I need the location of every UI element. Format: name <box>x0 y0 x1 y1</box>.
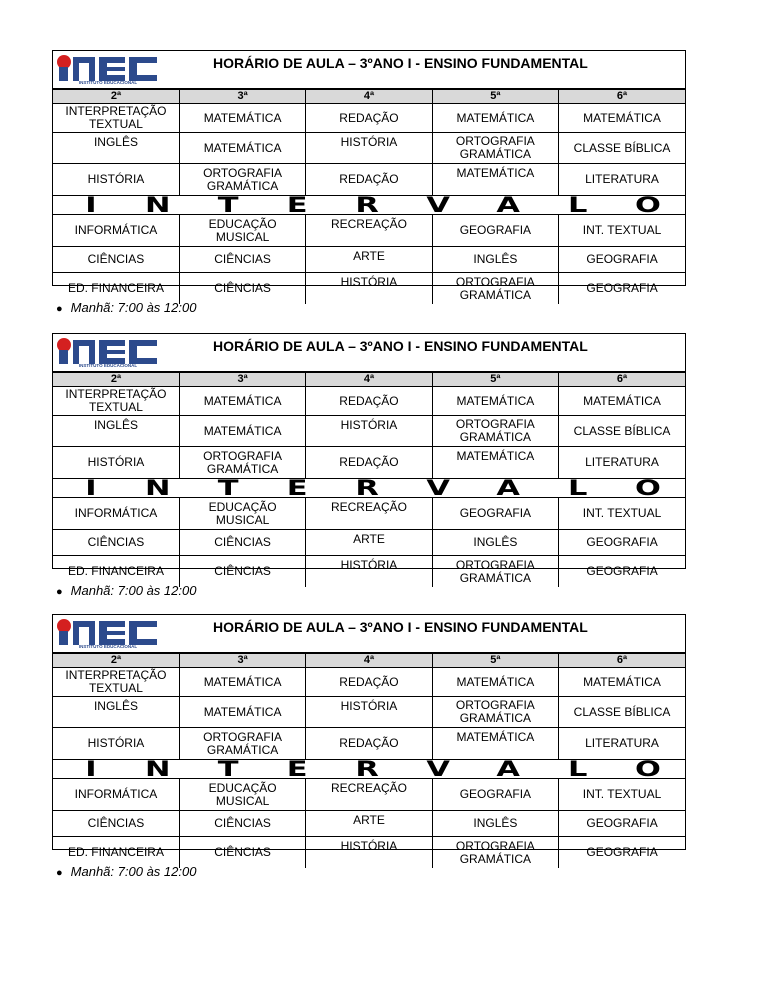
subject-cell: HISTÓRIA <box>306 556 432 588</box>
subject-cell: HISTÓRIA <box>306 416 432 447</box>
subject-cell: CIÊNCIAS <box>179 556 305 588</box>
interval-letter: T <box>218 757 239 781</box>
subject-cell: REDAÇÃO <box>306 104 432 133</box>
subject-cell: MATEMÁTICA <box>432 668 558 697</box>
subject-cell: MATEMÁTICA <box>432 387 558 416</box>
subject-cell: MATEMÁTICA <box>432 164 558 196</box>
schedule-grid-top <box>53 653 685 759</box>
subject-cell: INGLÊS <box>53 133 179 164</box>
subject-cell: CLASSE BÍBLICA <box>559 133 685 164</box>
subject-cell: INFORMÁTICA <box>53 498 179 530</box>
schedule-table <box>52 50 686 302</box>
interval-letter: L <box>568 193 588 217</box>
subject-cell: LITERATURA <box>559 447 685 479</box>
table-row <box>53 530 685 556</box>
subject-cell: MATEMÁTICA <box>179 416 305 447</box>
interval-letter: A <box>496 757 521 781</box>
subject-cell: INGLÊS <box>432 247 558 273</box>
bullet-icon: ● <box>56 303 63 315</box>
subject-cell: MATEMÁTICA <box>179 104 305 133</box>
day-header: 2ª <box>53 373 179 387</box>
interval-letter: T <box>218 476 239 500</box>
subject-cell: ARTE <box>306 247 432 273</box>
subject-cell: GEOGRAFIA <box>432 498 558 530</box>
subject-cell: ORTOGRAFIA GRAMÁTICA <box>432 556 558 588</box>
day-header: 5ª <box>432 373 558 387</box>
interval-letter: E <box>286 757 308 781</box>
table-row <box>53 811 685 837</box>
interval-letter: I <box>85 476 97 500</box>
table-row <box>53 668 685 697</box>
interval-letter: I <box>85 757 97 781</box>
table-row <box>53 247 685 273</box>
interval-letter: R <box>355 193 379 217</box>
table-row <box>53 215 685 247</box>
subject-cell: CLASSE BÍBLICA <box>559 697 685 728</box>
subject-cell: REDAÇÃO <box>306 728 432 760</box>
inec-logo <box>55 617 161 649</box>
subject-cell: GEOGRAFIA <box>432 215 558 247</box>
subject-cell: HISTÓRIA <box>53 447 179 479</box>
subject-cell: ORTOGRAFIA GRAMÁTICA <box>432 697 558 728</box>
subject-cell: INGLÊS <box>432 811 558 837</box>
morning-time: 7:00 às 12:00 <box>117 583 197 598</box>
subject-cell: GEOGRAFIA <box>559 556 685 588</box>
interval-letter: A <box>496 476 521 500</box>
interval-letter: A <box>496 193 521 217</box>
interval-letter: L <box>568 476 588 500</box>
subject-cell: REDAÇÃO <box>306 164 432 196</box>
subject-cell: CIÊNCIAS <box>179 837 305 869</box>
subject-cell: GEOGRAFIA <box>559 273 685 305</box>
subject-cell: INTERPRETAÇÃO TEXTUAL <box>53 104 179 133</box>
subject-cell: MATEMÁTICA <box>559 104 685 133</box>
interval-banner <box>53 476 685 500</box>
subject-cell: INTERPRETAÇÃO TEXTUAL <box>53 387 179 416</box>
subject-cell: REDAÇÃO <box>306 387 432 416</box>
day-header: 2ª <box>53 90 179 104</box>
subject-cell: ORTOGRAFIA GRAMÁTICA <box>179 164 305 196</box>
table-row <box>53 697 685 728</box>
schedule-grid-bottom <box>53 778 685 868</box>
subject-cell: HISTÓRIA <box>306 133 432 164</box>
morning-schedule-note <box>56 583 196 598</box>
subject-cell: MATEMÁTICA <box>432 447 558 479</box>
subject-cell: HISTÓRIA <box>306 837 432 869</box>
interval-letter: L <box>568 757 588 781</box>
subject-cell: MATEMÁTICA <box>179 387 305 416</box>
subject-cell: EDUCAÇÃO MUSICAL <box>179 215 305 247</box>
subject-cell: RECREAÇÃO <box>306 779 432 811</box>
day-header: 6ª <box>559 654 685 668</box>
schedule-table <box>52 333 686 585</box>
interval-letter: N <box>145 757 171 781</box>
subject-cell: EDUCAÇÃO MUSICAL <box>179 498 305 530</box>
day-header: 4ª <box>306 373 432 387</box>
subject-cell: CIÊNCIAS <box>179 247 305 273</box>
subject-cell: HISTÓRIA <box>53 728 179 760</box>
morning-schedule-note <box>56 300 196 315</box>
subject-cell: HISTÓRIA <box>53 164 179 196</box>
schedule-header <box>53 51 685 89</box>
subject-cell: REDAÇÃO <box>306 668 432 697</box>
subject-cell: GEOGRAFIA <box>559 247 685 273</box>
subject-cell: ED. FINANCEIRA <box>53 273 179 305</box>
subject-cell: ORTOGRAFIA GRAMÁTICA <box>432 133 558 164</box>
subject-cell: ORTOGRAFIA GRAMÁTICA <box>432 273 558 305</box>
day-header: 4ª <box>306 654 432 668</box>
subject-cell: GEOGRAFIA <box>559 530 685 556</box>
schedule-header <box>53 334 685 372</box>
interval-letter: V <box>426 757 450 781</box>
subject-cell: GEOGRAFIA <box>432 779 558 811</box>
subject-cell: GEOGRAFIA <box>559 811 685 837</box>
svg-text:INSTITUTO EDUCACIONAL: INSTITUTO EDUCACIONAL <box>78 80 138 85</box>
subject-cell: REDAÇÃO <box>306 447 432 479</box>
table-row <box>53 164 685 196</box>
table-row <box>53 498 685 530</box>
inec-logo <box>55 53 161 85</box>
day-header: 4ª <box>306 90 432 104</box>
svg-text:INSTITUTO EDUCACIONAL: INSTITUTO EDUCACIONAL <box>78 363 138 368</box>
subject-cell: MATEMÁTICA <box>559 387 685 416</box>
morning-label: Manhã: <box>70 300 115 315</box>
bullet-icon: ● <box>56 867 63 879</box>
subject-cell: LITERATURA <box>559 164 685 196</box>
morning-label: Manhã: <box>70 864 115 879</box>
morning-label: Manhã: <box>70 583 115 598</box>
interval-letter: R <box>355 476 379 500</box>
interval-banner <box>53 757 685 781</box>
day-header: 3ª <box>179 373 305 387</box>
subject-cell: INT. TEXTUAL <box>559 215 685 247</box>
subject-cell: MATEMÁTICA <box>559 668 685 697</box>
table-row <box>53 779 685 811</box>
day-header: 2ª <box>53 654 179 668</box>
subject-cell: MATEMÁTICA <box>432 728 558 760</box>
subject-cell: CLASSE BÍBLICA <box>559 416 685 447</box>
interval-letter: R <box>355 757 379 781</box>
schedule-grid-bottom <box>53 214 685 304</box>
subject-cell: INGLÊS <box>53 697 179 728</box>
schedule-grid-top <box>53 89 685 195</box>
day-header: 6ª <box>559 90 685 104</box>
subject-cell: RECREAÇÃO <box>306 215 432 247</box>
subject-cell: EDUCAÇÃO MUSICAL <box>179 779 305 811</box>
subject-cell: INGLÊS <box>53 416 179 447</box>
table-row <box>53 133 685 164</box>
interval-letter: T <box>218 193 239 217</box>
subject-cell: CIÊNCIAS <box>179 811 305 837</box>
morning-time: 7:00 às 12:00 <box>117 300 197 315</box>
day-header: 3ª <box>179 654 305 668</box>
interval-letter: E <box>286 193 308 217</box>
subject-cell: ORTOGRAFIA GRAMÁTICA <box>432 416 558 447</box>
day-header: 6ª <box>559 373 685 387</box>
interval-letter: N <box>145 193 171 217</box>
schedule-block <box>52 333 686 598</box>
schedule-block <box>52 614 686 879</box>
schedule-title: HORÁRIO DE AULA – 3ºANO I - ENSINO FUNDAMENTAL <box>213 619 588 635</box>
subject-cell: MATEMÁTICA <box>179 133 305 164</box>
days-row <box>53 90 685 104</box>
interval-letter: O <box>635 757 661 781</box>
table-row <box>53 728 685 760</box>
subject-cell: HISTÓRIA <box>306 273 432 305</box>
schedule-title: HORÁRIO DE AULA – 3ºANO I - ENSINO FUNDAMENTAL <box>213 55 588 71</box>
schedule-grid-bottom <box>53 497 685 587</box>
interval-letter: E <box>286 476 308 500</box>
interval-letter: V <box>426 193 450 217</box>
subject-cell: INT. TEXTUAL <box>559 779 685 811</box>
subject-cell: CIÊNCIAS <box>179 530 305 556</box>
subject-cell: GEOGRAFIA <box>559 837 685 869</box>
subject-cell: MATEMÁTICA <box>432 104 558 133</box>
schedule-block <box>52 50 686 315</box>
day-header: 3ª <box>179 90 305 104</box>
subject-cell: MATEMÁTICA <box>179 697 305 728</box>
table-row <box>53 387 685 416</box>
interval-letter: V <box>426 476 450 500</box>
table-row <box>53 104 685 133</box>
table-row <box>53 416 685 447</box>
subject-cell: INGLÊS <box>432 530 558 556</box>
day-header: 5ª <box>432 90 558 104</box>
days-row <box>53 373 685 387</box>
interval-letter: I <box>85 193 97 217</box>
subject-cell: ORTOGRAFIA GRAMÁTICA <box>179 728 305 760</box>
subject-cell: ARTE <box>306 811 432 837</box>
subject-cell: MATEMÁTICA <box>179 668 305 697</box>
subject-cell: INTERPRETAÇÃO TEXTUAL <box>53 668 179 697</box>
subject-cell: ORTOGRAFIA GRAMÁTICA <box>432 837 558 869</box>
interval-letter: O <box>635 193 661 217</box>
subject-cell: INT. TEXTUAL <box>559 498 685 530</box>
svg-text:INSTITUTO EDUCACIONAL: INSTITUTO EDUCACIONAL <box>78 644 138 649</box>
subject-cell: RECREAÇÃO <box>306 498 432 530</box>
interval-letter: N <box>145 476 171 500</box>
schedule-header <box>53 615 685 653</box>
subject-cell: INFORMÁTICA <box>53 215 179 247</box>
inec-logo <box>55 336 161 368</box>
subject-cell: CIÊNCIAS <box>53 811 179 837</box>
subject-cell: LITERATURA <box>559 728 685 760</box>
schedule-title: HORÁRIO DE AULA – 3ºANO I - ENSINO FUNDAMENTAL <box>213 338 588 354</box>
morning-schedule-note <box>56 864 196 879</box>
morning-time: 7:00 às 12:00 <box>117 864 197 879</box>
schedule-table <box>52 614 686 866</box>
subject-cell: ARTE <box>306 530 432 556</box>
table-row <box>53 447 685 479</box>
subject-cell: CIÊNCIAS <box>53 530 179 556</box>
interval-banner <box>53 193 685 217</box>
day-header: 5ª <box>432 654 558 668</box>
subject-cell: CIÊNCIAS <box>53 247 179 273</box>
subject-cell: ED. FINANCEIRA <box>53 556 179 588</box>
bullet-icon: ● <box>56 586 63 598</box>
schedule-grid-top <box>53 372 685 478</box>
subject-cell: HISTÓRIA <box>306 697 432 728</box>
subject-cell: ED. FINANCEIRA <box>53 837 179 869</box>
interval-letter: O <box>635 476 661 500</box>
subject-cell: INFORMÁTICA <box>53 779 179 811</box>
subject-cell: ORTOGRAFIA GRAMÁTICA <box>179 447 305 479</box>
days-row <box>53 654 685 668</box>
subject-cell: CIÊNCIAS <box>179 273 305 305</box>
